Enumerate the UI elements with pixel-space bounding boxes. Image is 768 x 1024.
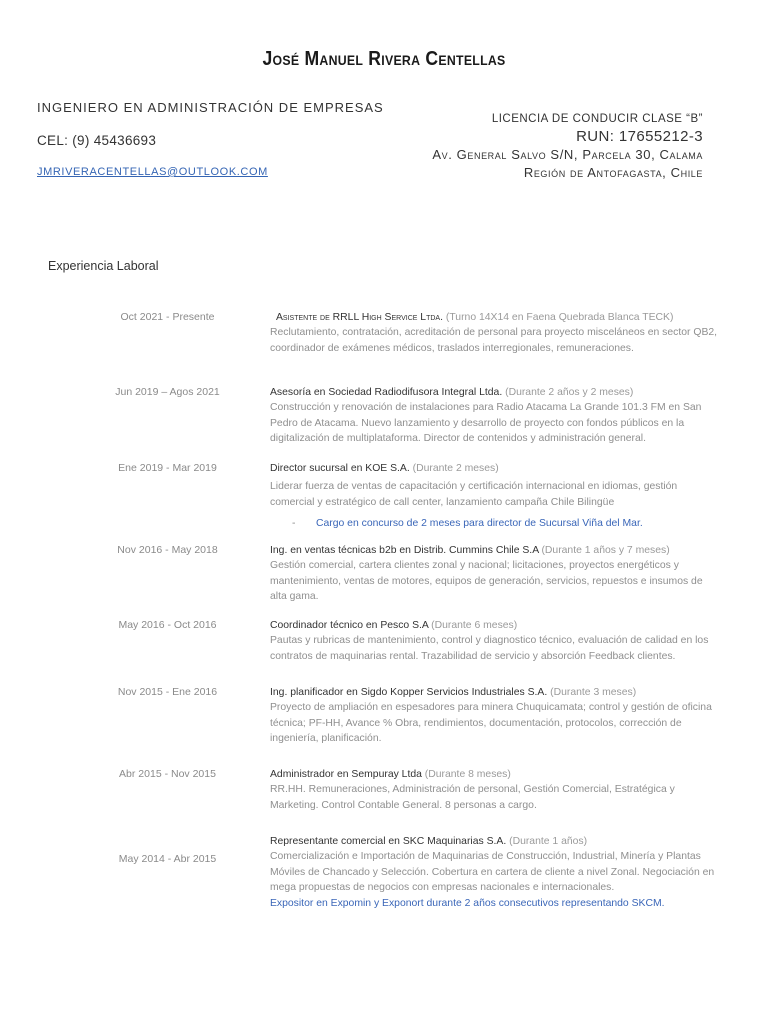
job-content	[270, 767, 720, 783]
job-content	[270, 618, 720, 634]
job-date: Abr 2015 - Nov 2015	[119, 768, 216, 780]
job-bullet	[270, 516, 720, 532]
job-role: Ing. planificador en Sigdo Kopper Servicios Industriales S.A.	[270, 687, 548, 698]
job-description	[270, 849, 720, 911]
job-role: Director sucursal en KOE S.A.	[270, 463, 410, 474]
job-role: Ing. en ventas técnicas b2b en Distrib. Cummins Chile S.A	[270, 545, 539, 556]
job-description: Pautas y rubricas de mantenimiento, control y diagnostico técnico, evaluación de calidad en los contratos de maquinarias rental. Trazabilidad de servicio y absorción Feedback clientes.	[270, 635, 709, 662]
job-duration: (Durante 1 años y 7 meses)	[541, 545, 670, 556]
job-duration: (Durante 8 meses)	[424, 769, 511, 780]
job-role: Coordinador técnico en Pesco S.A	[270, 620, 429, 631]
section-title-experience: Experiencia Laboral	[48, 259, 159, 273]
driver-license: LICENCIA DE CONDUCIR CLASE “B”	[491, 113, 703, 125]
dash-icon: -	[292, 518, 296, 529]
job-date: Oct 2021 - Presente	[120, 311, 215, 323]
job-duration: (Durante 2 años y 2 meses)	[505, 387, 634, 398]
professional-title: INGENIERO EN ADMINISTRACIÓN DE EMPRESAS	[37, 100, 384, 115]
job-date: Ene 2019 - Mar 2019	[118, 462, 217, 474]
job-description: Reclutamiento, contratación, acreditación de personal para proyecto misceláneos en sector QB2, coordinador de exámenes médicos, traslados interregionales, remuneraciones.	[270, 327, 718, 354]
job-description: Proyecto de ampliación en espesadores para minera Chuquicamata; control y gestión de oficina técnica; PF-HH, Avance % Obra, rendimientos, documentación, protocolos, corrección de ingeniería, planificación.	[270, 702, 712, 744]
job-date: Nov 2016 - May 2018	[117, 544, 218, 556]
job-date: May 2014 - Abr 2015	[118, 853, 217, 865]
job-content	[270, 685, 720, 701]
job-date: Jun 2019 – Agos 2021	[115, 386, 220, 398]
job-date: Nov 2015 - Ene 2016	[117, 686, 218, 698]
job-role: Asistente de RRLL High Service Ltda.	[276, 312, 443, 323]
job-content	[276, 310, 722, 326]
job-duration: (Durante 1 años)	[509, 836, 588, 847]
job-content	[270, 834, 720, 850]
job-description: Gestión comercial, cartera clientes zonal y nacional; licitaciones, proyectos energéticos y mantenimiento, ventas de motores, equipos de generación, servicios, repuestos e insumos de alta gama.	[270, 560, 703, 602]
email-link[interactable]: JMRIVERACENTELLAS@OUTLOOK.COM	[37, 166, 268, 178]
job-note: Expositor en Expomin y Exponort durante 2 años consecutivos representando SKCM.	[270, 897, 665, 909]
job-duration: (Turno 14X14 en Faena Quebrada Blanca TECK)	[445, 312, 674, 323]
job-description: Construcción y renovación de instalaciones para Radio Atacama La Grande 101.3 FM en San Pedro de Atacama. Nuevo lanzamiento y desarrollo de proyecto con fondos públicos en la digitalización de multiplataforma. Director de contenidos y administración general.	[270, 402, 702, 444]
job-duration: (Durante 3 meses)	[550, 687, 637, 698]
job-role: Asesoría en Sociedad Radiodifusora Integral Ltda.	[270, 387, 503, 398]
job-duration: (Durante 6 meses)	[431, 620, 518, 631]
job-description-text: Liderar fuerza de ventas de capacitación y certificación internacional en idiomas, gestión comercial y estratégico de call center, lanzamiento campaña Chile Bilingüe	[270, 481, 678, 508]
job-role: Administrador en Sempuray Ltda	[270, 769, 422, 780]
run-number: RUN: 17655212-3	[576, 128, 703, 145]
phone-number: CEL: (9) 45436693	[37, 133, 157, 148]
job-duration: (Durante 2 meses)	[412, 463, 499, 474]
job-description: RR.HH. Remuneraciones, Administración de personal, Gestión Comercial, Estratégica y Marketing. Control Contable General. 8 personas a cargo.	[270, 784, 675, 811]
job-content	[270, 385, 720, 401]
job-content	[270, 543, 720, 559]
job-bullet-text: Cargo en concurso de 2 meses para director de Sucursal Viña del Mar.	[316, 518, 643, 529]
job-role: Representante comercial en SKC Maquinarias S.A.	[270, 836, 507, 847]
address: Av. General Salvo S/N, Parcela 30, Calama	[432, 147, 703, 162]
job-date: May 2016 - Oct 2016	[118, 619, 217, 631]
job-description	[270, 479, 720, 532]
job-description-text: Comercialización e Importación de Maquinarias de Construcción, Industrial, Minería y Plantas Móviles de Chancado y Selección. Cobertura en cartera de cliente a nivel Zonal. Negociación en mega propuestas de negocios con empresas nacionales e internacionales.	[270, 851, 715, 893]
job-content	[270, 461, 720, 477]
contact-details	[432, 110, 703, 182]
region: Región de Antofagasta, Chile	[523, 165, 703, 180]
candidate-name: José Manuel Rivera Centellas	[262, 48, 506, 70]
